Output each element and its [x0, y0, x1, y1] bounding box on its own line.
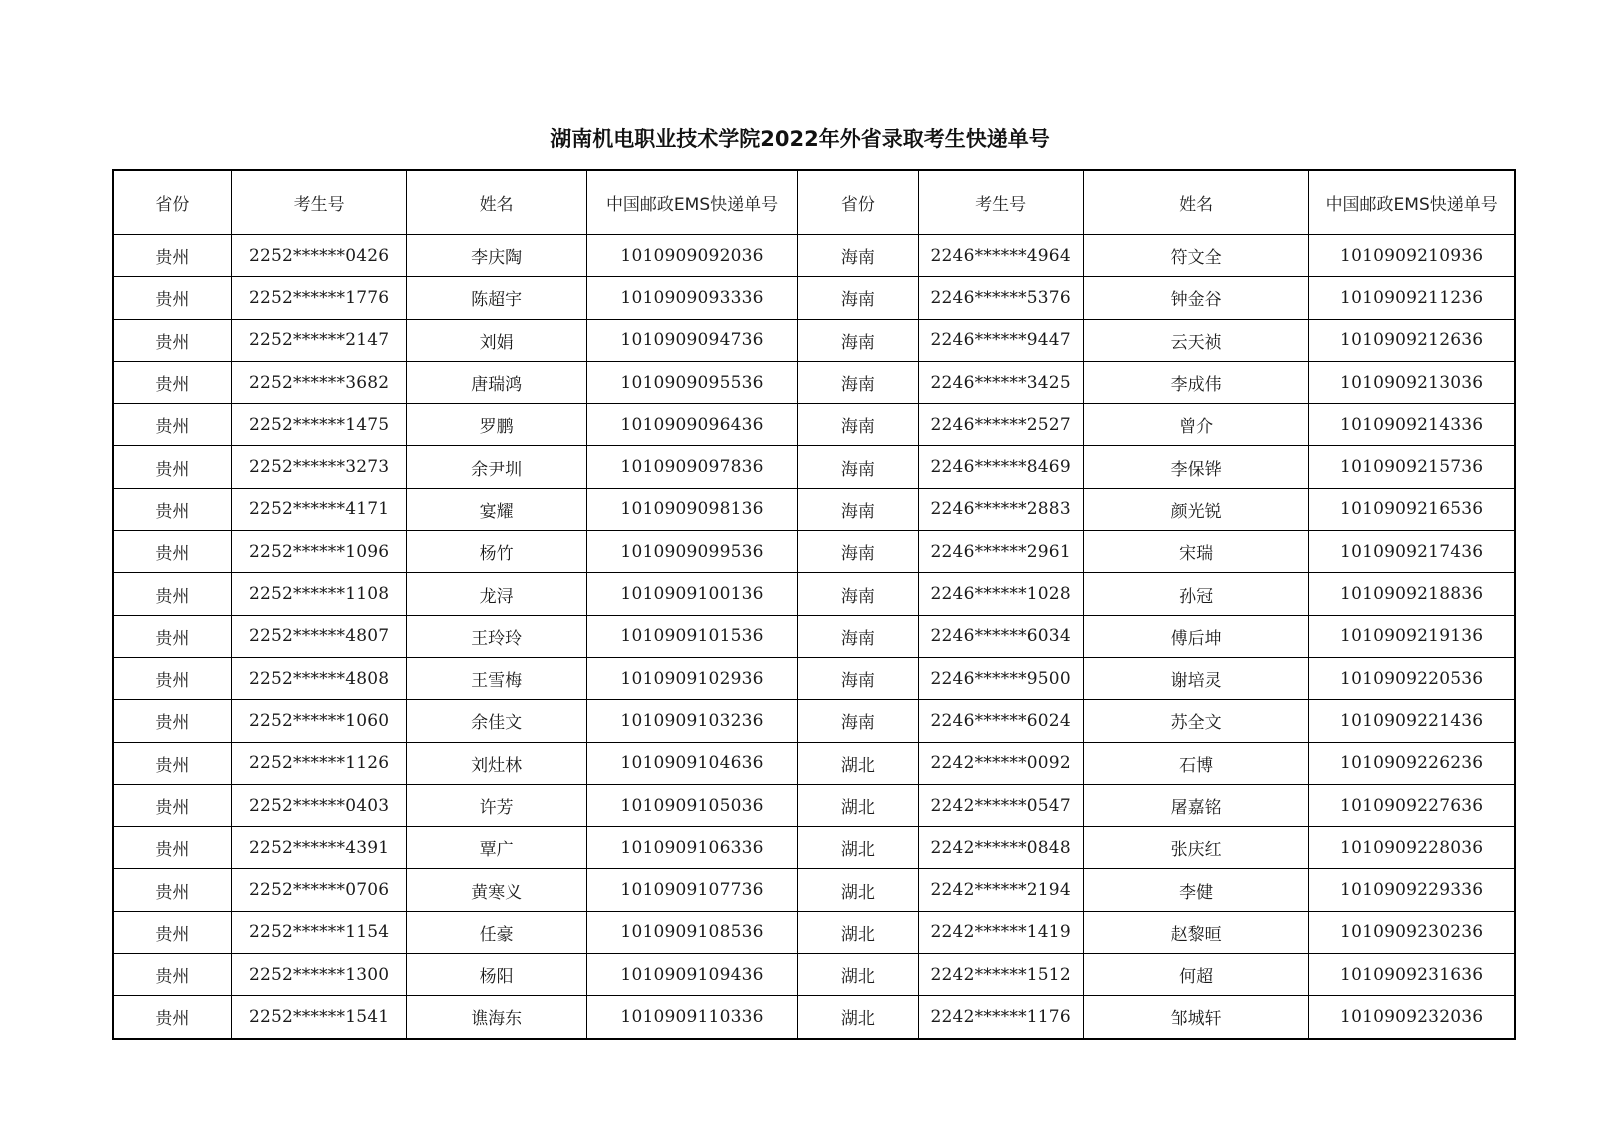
ems-number-cell: 1010909232036 [1309, 996, 1515, 1039]
ems-number-cell: 1010909107736 [586, 869, 797, 911]
name-cell: 李成伟 [1083, 361, 1309, 403]
name-cell: 张庆红 [1083, 827, 1309, 869]
ems-number-cell: 1010909100136 [586, 573, 797, 615]
candidate-id-cell: 2246******9447 [918, 319, 1083, 361]
province-cell: 贵州 [113, 404, 231, 446]
ems-number-cell: 1010909213036 [1309, 361, 1515, 403]
ems-number-cell: 1010909217436 [1309, 531, 1515, 573]
ems-number-cell: 1010909098136 [586, 488, 797, 530]
table-row [113, 446, 1515, 488]
name-cell: 李庆陶 [407, 235, 587, 277]
candidate-id-cell: 2246******2883 [918, 488, 1083, 530]
name-cell: 余佳文 [407, 700, 587, 742]
candidate-id-cell: 2246******9500 [918, 657, 1083, 699]
header-row [113, 170, 1515, 235]
table-row [113, 404, 1515, 446]
province-cell: 海南 [798, 531, 918, 573]
province-cell: 海南 [798, 573, 918, 615]
ems-number-cell: 1010909102936 [586, 657, 797, 699]
province-cell: 海南 [798, 361, 918, 403]
candidate-id-cell: 2242******1176 [918, 996, 1083, 1039]
name-cell: 孙冠 [1083, 573, 1309, 615]
ems-number-cell: 1010909228036 [1309, 827, 1515, 869]
name-cell: 唐瑞鸿 [407, 361, 587, 403]
province-cell: 贵州 [113, 742, 231, 784]
candidate-id-cell: 2246******1028 [918, 573, 1083, 615]
ems-number-cell: 1010909096436 [586, 404, 797, 446]
table-row [113, 361, 1515, 403]
candidate-id-cell: 2246******6024 [918, 700, 1083, 742]
province-cell: 海南 [798, 235, 918, 277]
ems-number-cell: 1010909210936 [1309, 235, 1515, 277]
header-ems-number: 中国邮政EMS快递单号 [586, 170, 797, 235]
table-row [113, 488, 1515, 530]
ems-number-cell: 1010909219136 [1309, 615, 1515, 657]
name-cell: 宋瑞 [1083, 531, 1309, 573]
table-row [113, 742, 1515, 784]
name-cell: 苏全文 [1083, 700, 1309, 742]
ems-number-cell: 1010909230236 [1309, 911, 1515, 953]
province-cell: 湖北 [798, 784, 918, 826]
table-row [113, 700, 1515, 742]
table-row [113, 573, 1515, 615]
province-cell: 湖北 [798, 869, 918, 911]
province-cell: 海南 [798, 446, 918, 488]
province-cell: 贵州 [113, 235, 231, 277]
ems-number-cell: 1010909231636 [1309, 954, 1515, 996]
table-body [113, 235, 1515, 1039]
province-cell: 海南 [798, 657, 918, 699]
candidate-id-cell: 2252******4171 [231, 488, 407, 530]
name-cell: 云天祯 [1083, 319, 1309, 361]
candidate-id-cell: 2242******1419 [918, 911, 1083, 953]
ems-number-cell: 1010909216536 [1309, 488, 1515, 530]
name-cell: 谢培灵 [1083, 657, 1309, 699]
candidate-id-cell: 2252******3682 [231, 361, 407, 403]
table-row [113, 319, 1515, 361]
table-row [113, 277, 1515, 319]
ems-number-cell: 1010909105036 [586, 784, 797, 826]
candidate-id-cell: 2252******4808 [231, 657, 407, 699]
table-row [113, 784, 1515, 826]
table-row [113, 996, 1515, 1039]
ems-number-cell: 1010909109436 [586, 954, 797, 996]
name-cell: 杨阳 [407, 954, 587, 996]
table-row [113, 954, 1515, 996]
header-province: 省份 [113, 170, 231, 235]
province-cell: 贵州 [113, 784, 231, 826]
header-name: 姓名 [407, 170, 587, 235]
candidate-id-cell: 2252******1060 [231, 700, 407, 742]
name-cell: 罗鹏 [407, 404, 587, 446]
ems-number-cell: 1010909092036 [586, 235, 797, 277]
candidate-id-cell: 2246******5376 [918, 277, 1083, 319]
name-cell: 符文全 [1083, 235, 1309, 277]
ems-number-cell: 1010909212636 [1309, 319, 1515, 361]
name-cell: 曾介 [1083, 404, 1309, 446]
ems-tracking-table [112, 169, 1516, 1040]
name-cell: 任豪 [407, 911, 587, 953]
ems-number-cell: 1010909094736 [586, 319, 797, 361]
name-cell: 许芳 [407, 784, 587, 826]
candidate-id-cell: 2252******3273 [231, 446, 407, 488]
candidate-id-cell: 2252******0403 [231, 784, 407, 826]
name-cell: 邹城轩 [1083, 996, 1309, 1039]
candidate-id-cell: 2242******0848 [918, 827, 1083, 869]
candidate-id-cell: 2246******4964 [918, 235, 1083, 277]
candidate-id-cell: 2252******4807 [231, 615, 407, 657]
name-cell: 石博 [1083, 742, 1309, 784]
candidate-id-cell: 2252******4391 [231, 827, 407, 869]
table-row [113, 657, 1515, 699]
header-candidate-id: 考生号 [231, 170, 407, 235]
candidate-id-cell: 2242******0092 [918, 742, 1083, 784]
candidate-id-cell: 2252******2147 [231, 319, 407, 361]
name-cell: 谯海东 [407, 996, 587, 1039]
province-cell: 贵州 [113, 869, 231, 911]
candidate-id-cell: 2252******1475 [231, 404, 407, 446]
name-cell: 覃广 [407, 827, 587, 869]
candidate-id-cell: 2252******1541 [231, 996, 407, 1039]
candidate-id-cell: 2246******6034 [918, 615, 1083, 657]
ems-number-cell: 1010909227636 [1309, 784, 1515, 826]
province-cell: 贵州 [113, 488, 231, 530]
ems-number-cell: 1010909211236 [1309, 277, 1515, 319]
province-cell: 贵州 [113, 531, 231, 573]
province-cell: 贵州 [113, 700, 231, 742]
ems-number-cell: 1010909215736 [1309, 446, 1515, 488]
name-cell: 余尹圳 [407, 446, 587, 488]
province-cell: 贵州 [113, 361, 231, 403]
ems-number-cell: 1010909104636 [586, 742, 797, 784]
province-cell: 贵州 [113, 446, 231, 488]
name-cell: 刘娟 [407, 319, 587, 361]
candidate-id-cell: 2252******1108 [231, 573, 407, 615]
candidate-id-cell: 2252******1126 [231, 742, 407, 784]
ems-number-cell: 1010909221436 [1309, 700, 1515, 742]
province-cell: 湖北 [798, 911, 918, 953]
ems-number-cell: 1010909101536 [586, 615, 797, 657]
ems-number-cell: 1010909218836 [1309, 573, 1515, 615]
candidate-id-cell: 2252******1154 [231, 911, 407, 953]
province-cell: 海南 [798, 615, 918, 657]
province-cell: 海南 [798, 319, 918, 361]
province-cell: 贵州 [113, 827, 231, 869]
ems-number-cell: 1010909108536 [586, 911, 797, 953]
name-cell: 龙浔 [407, 573, 587, 615]
candidate-id-cell: 2242******1512 [918, 954, 1083, 996]
candidate-id-cell: 2252******1300 [231, 954, 407, 996]
table-row [113, 531, 1515, 573]
province-cell: 贵州 [113, 319, 231, 361]
province-cell: 贵州 [113, 996, 231, 1039]
province-cell: 贵州 [113, 657, 231, 699]
candidate-id-cell: 2246******3425 [918, 361, 1083, 403]
page-title: 湖南机电职业技术学院2022年外省录取考生快递单号 [550, 127, 1050, 151]
province-cell: 湖北 [798, 742, 918, 784]
name-cell: 李健 [1083, 869, 1309, 911]
candidate-id-cell: 2242******2194 [918, 869, 1083, 911]
province-cell: 贵州 [113, 954, 231, 996]
name-cell: 钟金谷 [1083, 277, 1309, 319]
ems-number-cell: 1010909214336 [1309, 404, 1515, 446]
table-row [113, 827, 1515, 869]
province-cell: 湖北 [798, 996, 918, 1039]
name-cell: 屠嘉铭 [1083, 784, 1309, 826]
table-row [113, 911, 1515, 953]
name-cell: 王雪梅 [407, 657, 587, 699]
province-cell: 湖北 [798, 954, 918, 996]
province-cell: 海南 [798, 404, 918, 446]
ems-number-cell: 1010909093336 [586, 277, 797, 319]
province-cell: 贵州 [113, 911, 231, 953]
ems-number-cell: 1010909106336 [586, 827, 797, 869]
candidate-id-cell: 2252******0706 [231, 869, 407, 911]
province-cell: 贵州 [113, 573, 231, 615]
candidate-id-cell: 2246******8469 [918, 446, 1083, 488]
ems-number-cell: 1010909099536 [586, 531, 797, 573]
name-cell: 宴耀 [407, 488, 587, 530]
name-cell: 李保铧 [1083, 446, 1309, 488]
ems-number-cell: 1010909220536 [1309, 657, 1515, 699]
name-cell: 王玲玲 [407, 615, 587, 657]
header-name: 姓名 [1083, 170, 1309, 235]
name-cell: 陈超宇 [407, 277, 587, 319]
province-cell: 海南 [798, 488, 918, 530]
candidate-id-cell: 2252******1096 [231, 531, 407, 573]
name-cell: 黄寒义 [407, 869, 587, 911]
name-cell: 傅后坤 [1083, 615, 1309, 657]
table-row [113, 869, 1515, 911]
province-cell: 海南 [798, 700, 918, 742]
name-cell: 杨竹 [407, 531, 587, 573]
ems-number-cell: 1010909097836 [586, 446, 797, 488]
candidate-id-cell: 2246******2961 [918, 531, 1083, 573]
province-cell: 贵州 [113, 615, 231, 657]
ems-number-cell: 1010909103236 [586, 700, 797, 742]
province-cell: 湖北 [798, 827, 918, 869]
table-row [113, 235, 1515, 277]
province-cell: 贵州 [113, 277, 231, 319]
header-province: 省份 [798, 170, 918, 235]
name-cell: 何超 [1083, 954, 1309, 996]
name-cell: 颜光锐 [1083, 488, 1309, 530]
name-cell: 刘灶林 [407, 742, 587, 784]
ems-number-cell: 1010909229336 [1309, 869, 1515, 911]
header-ems-number: 中国邮政EMS快递单号 [1309, 170, 1515, 235]
candidate-id-cell: 2242******0547 [918, 784, 1083, 826]
candidate-id-cell: 2252******0426 [231, 235, 407, 277]
table-row [113, 615, 1515, 657]
ems-number-cell: 1010909110336 [586, 996, 797, 1039]
name-cell: 赵黎晅 [1083, 911, 1309, 953]
candidate-id-cell: 2252******1776 [231, 277, 407, 319]
header-candidate-id: 考生号 [918, 170, 1083, 235]
candidate-id-cell: 2246******2527 [918, 404, 1083, 446]
ems-number-cell: 1010909226236 [1309, 742, 1515, 784]
ems-number-cell: 1010909095536 [586, 361, 797, 403]
province-cell: 海南 [798, 277, 918, 319]
